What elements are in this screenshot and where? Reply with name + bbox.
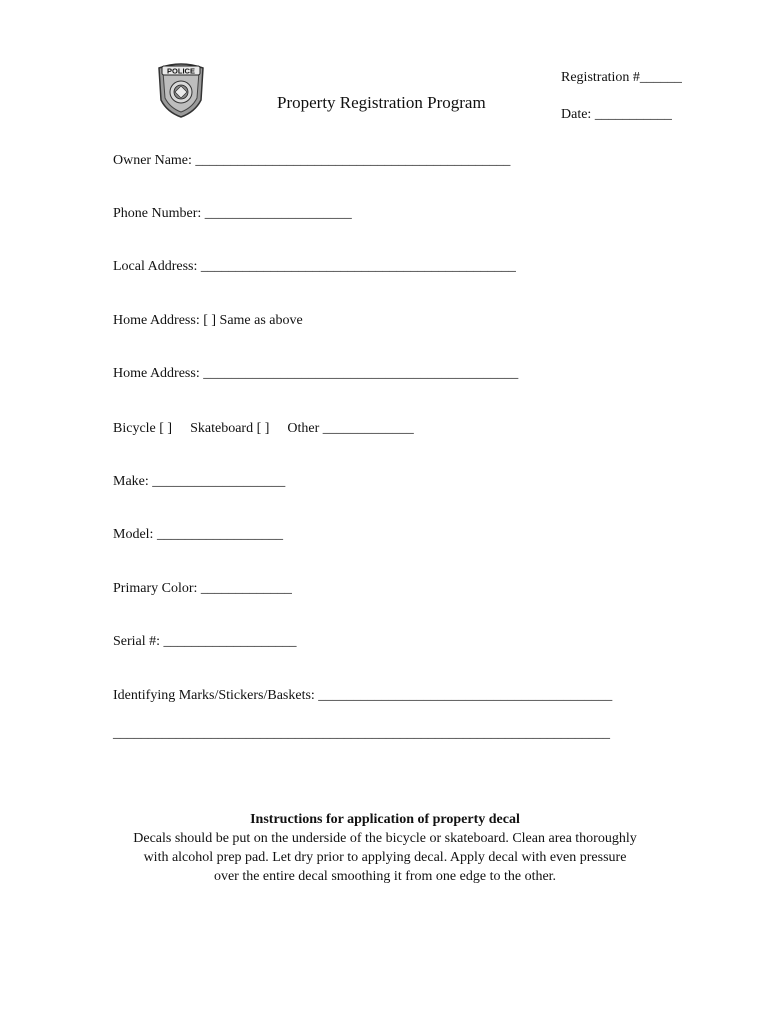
home-address-same-checkbox[interactable]: Home Address: [ ] Same as above	[113, 313, 303, 328]
serial-number-field[interactable]: Serial #: ___________________	[113, 634, 297, 649]
home-address-field[interactable]: Home Address: _____________________________________________	[113, 366, 519, 381]
instructions-heading: Instructions for application of property decal	[250, 812, 520, 827]
phone-number-field[interactable]: Phone Number: _____________________	[113, 206, 352, 221]
make-field[interactable]: Make: ___________________	[113, 474, 286, 489]
bicycle-checkbox[interactable]: Bicycle [ ]	[113, 421, 173, 436]
property-type-row	[113, 421, 414, 437]
skateboard-checkbox[interactable]: Skateboard [ ]	[190, 421, 270, 436]
police-badge-icon	[155, 62, 207, 118]
registration-number-field[interactable]: Registration #______	[561, 70, 682, 85]
badge-text: POLICE	[167, 66, 195, 76]
other-field[interactable]: Other _____________	[287, 421, 414, 436]
model-field[interactable]: Model: __________________	[113, 527, 283, 542]
local-address-field[interactable]: Local Address: _____________________________________________	[113, 259, 516, 274]
primary-color-field[interactable]: Primary Color: _____________	[113, 581, 292, 596]
owner-name-field[interactable]: Owner Name: _____________________________________________	[113, 153, 511, 168]
date-field[interactable]: Date: ___________	[561, 107, 672, 122]
identifying-marks-continuation-line[interactable]: _______________________________________________________________________	[113, 726, 610, 741]
instructions-line-1: Decals should be put on the underside of the bicycle or skateboard. Clean area thoroughly	[133, 831, 637, 846]
instructions-line-2: with alcohol prep pad. Let dry prior to applying decal. Apply decal with even pressure	[143, 850, 627, 865]
instructions-block	[90, 810, 680, 886]
page-title: Property Registration Program	[277, 93, 486, 112]
instructions-line-3: over the entire decal smoothing it from one edge to the other.	[213, 869, 557, 884]
identifying-marks-field[interactable]: Identifying Marks/Stickers/Baskets: __________________________________________	[113, 688, 613, 703]
